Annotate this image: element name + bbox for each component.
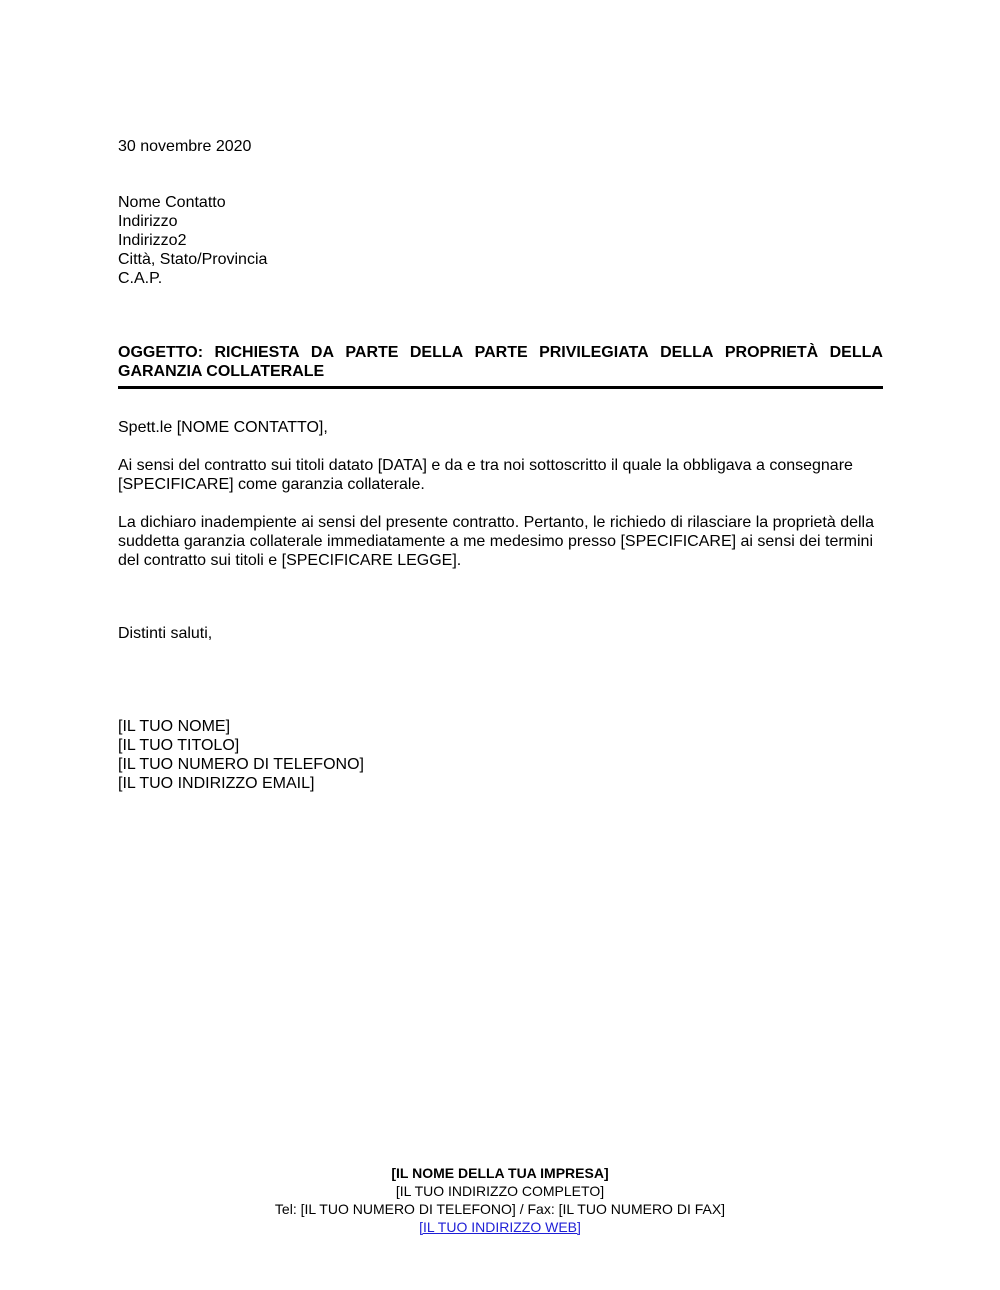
footer-web-link[interactable]: [IL TUO INDIRIZZO WEB] (419, 1219, 581, 1235)
recipient-city-state: Città, Stato/Provincia (118, 251, 268, 268)
letter-closing: Distinti saluti, (118, 625, 213, 642)
recipient-address-line2: Indirizzo2 (118, 232, 187, 249)
signature-title: [IL TUO TITOLO] (118, 737, 240, 754)
body-paragraph-2: La dichiaro inadempiente ai sensi del presente contratto. Pertanto, le richiedo di rilasciare la proprietà della suddetta garanzia collaterale immediatamente a me medesimo presso [SPECIFICARE] ai sensi dei termini del contratto sui titoli e [SPECIFICARE LEGGE]. (118, 514, 874, 569)
recipient-address (118, 193, 883, 288)
signature-block (118, 717, 883, 793)
subject-line-2: GARANZIA COLLATERALE (118, 363, 325, 380)
footer-contacts: Tel: [IL TUO NUMERO DI TELEFONO] / Fax: [IL TUO NUMERO DI FAX] (274, 1201, 726, 1217)
signature-phone: [IL TUO NUMERO DI TELEFONO] (118, 756, 364, 773)
letter-subject (118, 343, 883, 381)
subject-word: PARTE (474, 344, 528, 361)
recipient-address-line1: Indirizzo (118, 213, 178, 230)
subject-word: OGGETTO: (118, 344, 204, 361)
letter-date: 30 novembre 2020 (118, 138, 252, 155)
letter-salutation: Spett.le [NOME CONTATTO], (118, 419, 328, 436)
subject-word: DA (310, 344, 335, 361)
letter-footer (0, 1164, 1000, 1236)
subject-line-1 (118, 343, 883, 362)
subject-divider (118, 386, 883, 389)
body-paragraph-1: Ai sensi del contratto sui titoli datato [DATA] e da e tra noi sottoscritto il quale la obbligava a consegnare [SPECIFICARE] come garanzia collaterale. (118, 457, 853, 493)
subject-word: PRIVILEGIATA (539, 344, 649, 361)
subject-word: PROPRIETÀ (724, 344, 819, 361)
footer-address: [IL TUO INDIRIZZO COMPLETO] (395, 1183, 605, 1199)
subject-word: PARTE (345, 344, 399, 361)
subject-word: DELLA (829, 344, 883, 361)
subject-word: DELLA (660, 344, 714, 361)
subject-word: DELLA (409, 344, 464, 361)
subject-word: RICHIESTA (214, 344, 300, 361)
footer-company-name: [IL NOME DELLA TUA IMPRESA] (391, 1165, 609, 1181)
signature-name: [IL TUO NOME] (118, 718, 231, 735)
recipient-name: Nome Contatto (118, 194, 226, 211)
signature-email: [IL TUO INDIRIZZO EMAIL] (118, 775, 315, 792)
recipient-zip: C.A.P. (118, 270, 163, 287)
